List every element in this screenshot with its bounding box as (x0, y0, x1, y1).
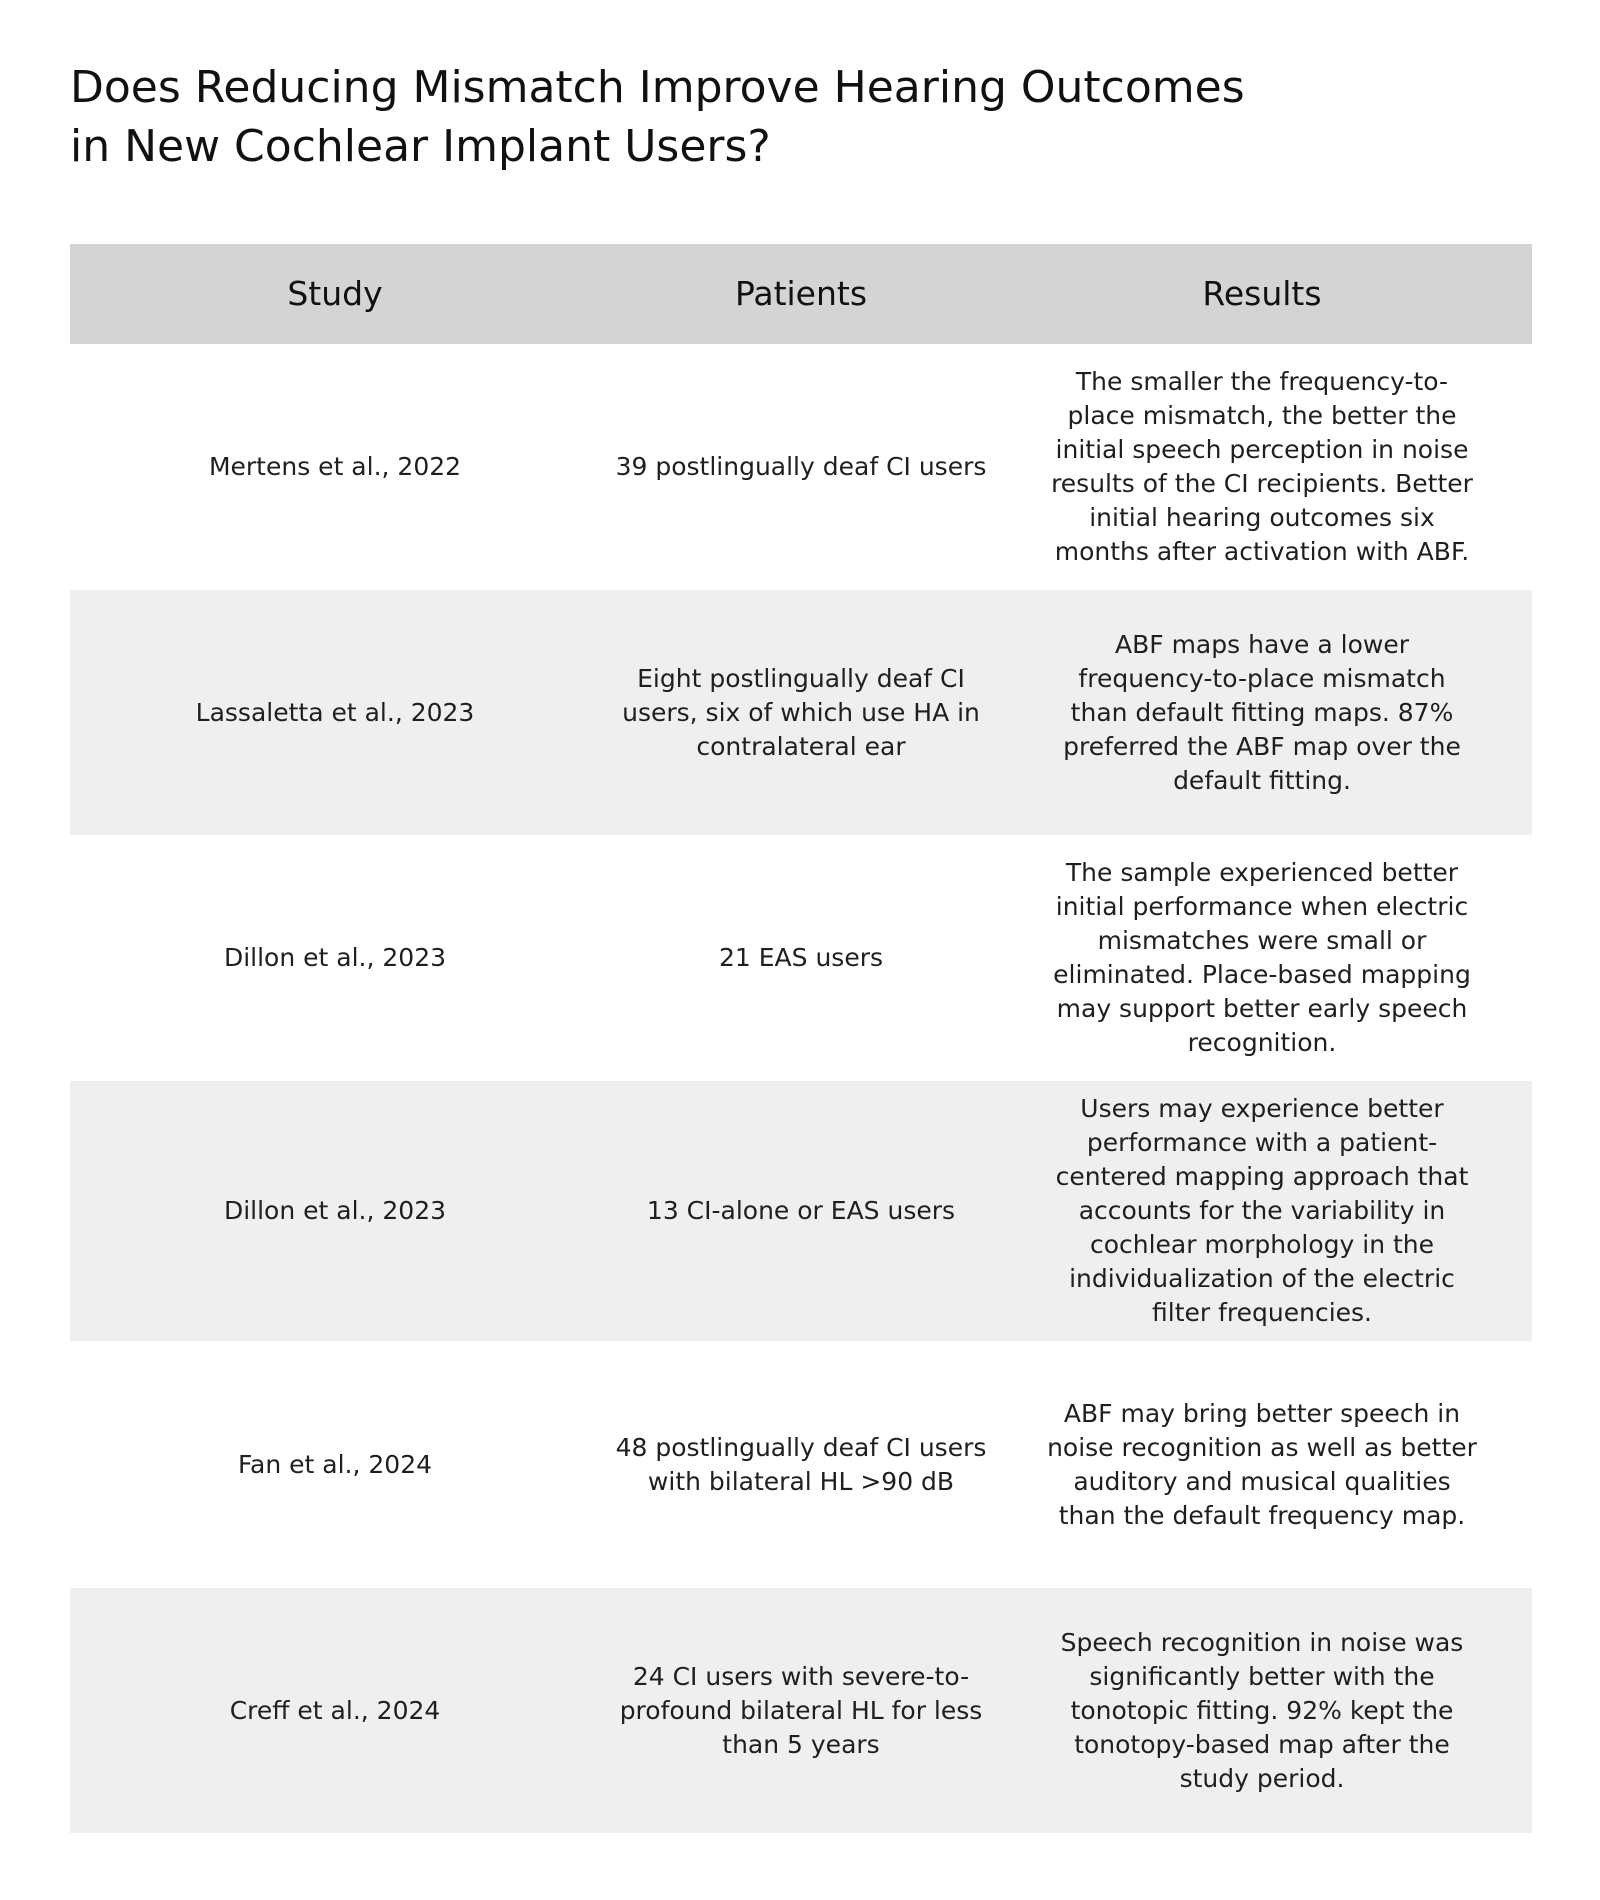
study-cell: Lassaletta et al., 2023 (195, 697, 475, 727)
patients-cell: 13 CI-alone or EAS users (646, 1196, 956, 1225)
results-cell: ABF may bring better speech in noise recognition as well as better auditory and musical qualities than the default frequency map. (1047, 1398, 1477, 1530)
column-header-patients: Patients (734, 274, 868, 313)
results-cell: The smaller the frequency-to-place mismatch, the better the initial speech perception in noise results of the CI recipients. Better initial hearing outcomes six months after activation with ABF. (1051, 367, 1473, 566)
study-cell: Mertens et al., 2022 (208, 452, 462, 481)
patients-cell: 39 postlingually deaf CI users (615, 452, 987, 481)
study-cell: Dillon et al., 2023 (223, 1196, 447, 1225)
table-row (70, 344, 1532, 590)
table-row (70, 1341, 1532, 1588)
study-cell: Dillon et al., 2023 (223, 943, 447, 972)
study-cell: Creff et al., 2024 (229, 1695, 441, 1725)
patients-cell: Eight postlingually deaf CI users, six of which use HA in contralateral ear (622, 663, 980, 761)
page-title-line-1: Does Reducing Mismatch Improve Hearing Outcomes (70, 62, 1245, 113)
results-cell: Users may experience better performance with a patient-centered mapping approach that accounts for the variability in cochlear morphology in the individualization of the electric filter frequencies. (1055, 1094, 1469, 1327)
study-cell: Fan et al., 2024 (237, 1449, 433, 1479)
page-title-line-2: in New Cochlear Implant Users? (70, 121, 771, 172)
studies-table (70, 244, 1532, 1833)
table-row (70, 835, 1532, 1081)
patients-cell: 24 CI users with severe-to-profound bilateral HL for less than 5 years (619, 1661, 983, 1759)
results-cell: ABF maps have a lower frequency-to-place mismatch than default fitting maps. 87% preferred the ABF map over the default fitting. (1063, 629, 1461, 795)
table-row (70, 1588, 1532, 1833)
table-row (70, 1081, 1532, 1341)
patients-cell: 21 EAS users (718, 943, 884, 972)
results-cell: The sample experienced better initial performance when electric mismatches were small or eliminated. Place-based mapping may support better early speech recognition. (1053, 858, 1471, 1057)
page-title (70, 58, 1470, 176)
column-header-study: Study (287, 274, 383, 313)
patients-cell: 48 postlingually deaf CI users with bilateral HL >90 dB (615, 1432, 987, 1496)
table-header-row (70, 244, 1532, 344)
table-row (70, 590, 1532, 835)
column-header-results: Results (1202, 274, 1322, 313)
results-cell: Speech recognition in noise was significantly better with the tonotopic fitting. 92% kept the tonotopy-based map after the study period. (1060, 1627, 1464, 1793)
